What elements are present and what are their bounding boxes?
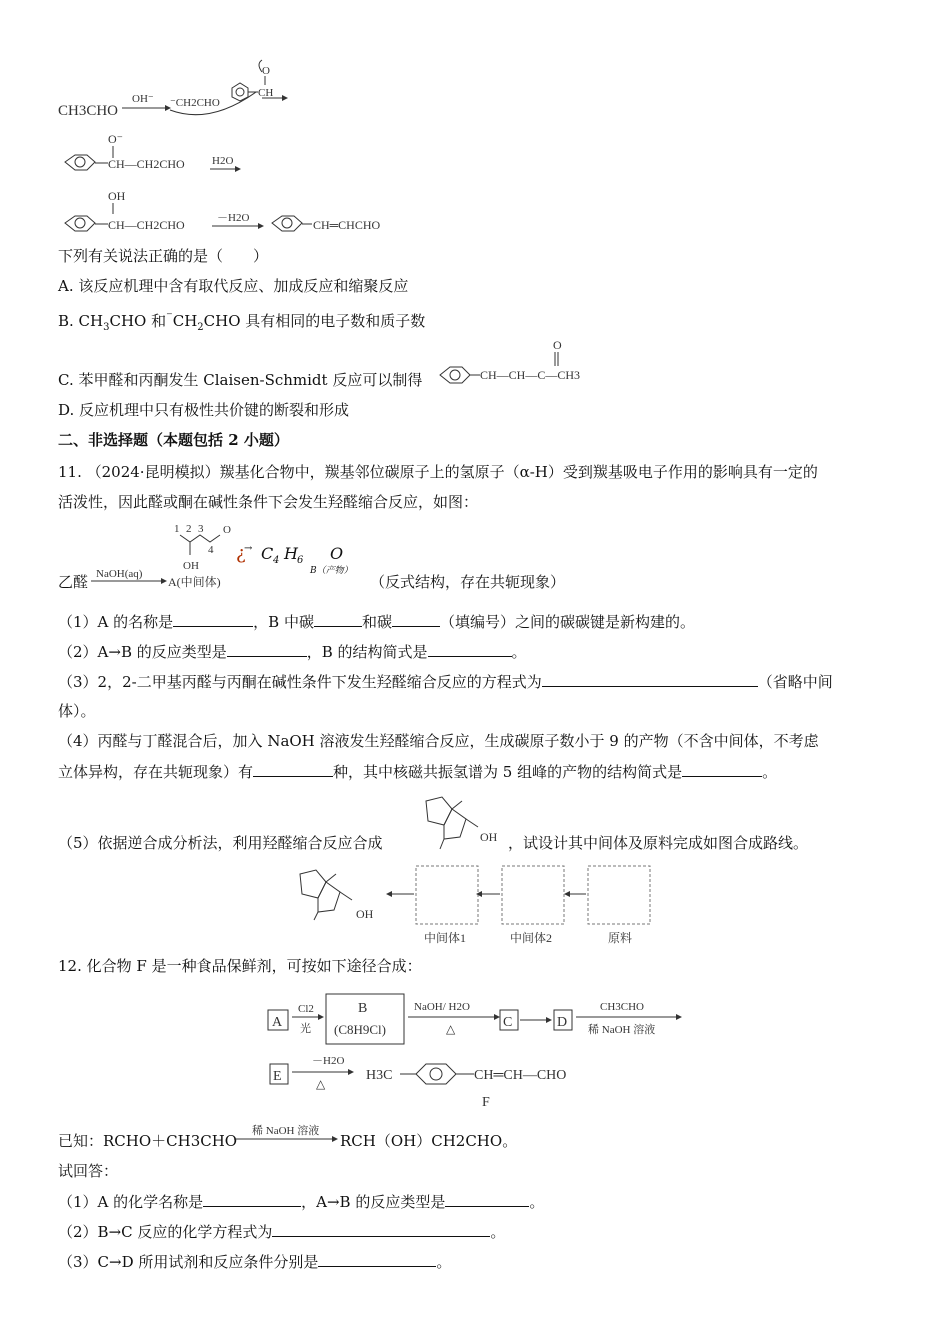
q11-part-4: （4）丙醛与丁醛混合后，加入 NaOH 溶液发生羟醛缩合反应，生成碳原子数小于 9 的产物（不含中间体，不考虑 — [58, 732, 819, 750]
q11-part-4-cont — [58, 761, 777, 782]
q12-p3b-text: 。 — [436, 1253, 452, 1271]
label-f: F — [482, 1095, 490, 1110]
q11-p1-text: （1）A 的名称是 — [58, 613, 174, 631]
route-label-1: 中间体1 — [424, 931, 467, 945]
q11-p4c-text: 种，其中核磁共振氢谱为 5 组峰的产物的结构简式是 — [333, 763, 683, 781]
q10-option-b: B. $CH_3CHO$ 和$^{^-}CH_2CHO$ 具有相同的电子数和质子数 — [58, 308, 426, 333]
q10-b-mid: CHO 和 — [109, 312, 167, 330]
f-h3c: H3C — [366, 1068, 393, 1083]
q11-scheme — [58, 515, 678, 595]
q12-p2-text: （2）B→C 反应的化学方程式为 — [58, 1223, 273, 1241]
scheme-garbled: ¿ — [236, 543, 246, 564]
q12-answer-label: 试回答： — [58, 1162, 119, 1180]
label-b: B — [358, 1001, 368, 1016]
q11-p2b-text: ，B 的结构简式是 — [306, 643, 428, 661]
q11-intro-2: 活泼性，因此醛或酮在碱性条件下会发生羟醛缩合反应，如图： — [58, 493, 479, 511]
num-2: 2 — [186, 523, 192, 535]
answer-blank[interactable] — [314, 611, 362, 627]
mech-minus-h2o: －H2O — [217, 212, 250, 224]
reagent-naoh: NaOH/ H2O — [414, 1001, 470, 1013]
mech-oh-label: OH⁻ — [132, 93, 154, 105]
intermediate-1-box[interactable] — [416, 866, 478, 924]
answer-blank[interactable] — [203, 1191, 301, 1207]
q10-c-chain: CH—CH—C—CH3 — [480, 368, 581, 382]
route-oh: OH — [356, 907, 374, 921]
scheme-c: C — [261, 544, 274, 563]
q11-part-2 — [58, 641, 527, 662]
mech-chain-3: CH—CH2CHO — [108, 218, 185, 232]
answer-blank[interactable] — [253, 761, 333, 777]
formula-b: (C8H9Cl) — [334, 1022, 386, 1037]
known-arrow — [232, 1124, 342, 1148]
benzene-ring-icon — [65, 216, 95, 231]
answer-blank[interactable] — [318, 1251, 436, 1267]
condition-dilute: 稀 NaOH 溶液 — [588, 1024, 656, 1036]
condition-light: 光 — [300, 1023, 311, 1035]
scheme-o-cap: O — [330, 544, 344, 563]
known-lhs: 已知：RCHO＋CH3CHO — [58, 1132, 238, 1150]
answer-blank[interactable] — [227, 641, 307, 657]
q12-p1b-text: ，A→B 的反应类型是 — [301, 1193, 446, 1211]
scheme-oh: OH — [183, 560, 199, 572]
q12-intro: 12. 化合物 F 是一种食品保鲜剂，可按如下途径合成： — [58, 957, 422, 975]
q11-target-structure — [418, 793, 508, 853]
q10-option-d: D. 反应机理中只有极性共价键的断裂和形成 — [58, 401, 350, 419]
label-e: E — [273, 1069, 282, 1084]
q10-b-pre: B. CH — [58, 312, 104, 330]
mech-h2o: H2O — [212, 155, 234, 167]
mech-carbanion: ⁻CH2CHO — [170, 97, 220, 109]
q11-p1d-text: （填编号）之间的碳碳键是新构建的。 — [439, 613, 695, 631]
q11-route — [290, 858, 670, 948]
q10-c-structure — [436, 338, 616, 388]
scheme-h-sub: 6 — [297, 555, 304, 566]
q12-known — [58, 1131, 237, 1151]
benzene-ring-icon — [232, 83, 248, 101]
q11-part-5-cont: ，试设计其中间体及原料完成如图合成路线。 — [508, 834, 809, 852]
q11-part-5: （5）依据逆合成分析法，利用羟醛缩合反应合成 — [58, 834, 383, 852]
num-4: 4 — [208, 544, 214, 556]
f-chain: CH═CH—CHO — [474, 1068, 567, 1083]
svg-text:O: O — [553, 338, 562, 352]
q11-p1c-text: 和碳 — [361, 613, 392, 631]
q12-part-3 — [58, 1251, 451, 1272]
benzene-ring-icon — [65, 155, 95, 170]
answer-blank[interactable] — [682, 761, 762, 777]
answer-blank[interactable] — [445, 1191, 529, 1207]
known-product: RCH（OH）CH2CHO。 — [340, 1132, 518, 1150]
q10-option-a: A. 该反应机理中含有取代反应、加成反应和缩聚反应 — [58, 277, 409, 295]
scheme-note: （反式结构，存在共轭现象） — [370, 573, 566, 591]
mechanism-scheme — [0, 0, 950, 250]
scheme-a: A(中间体) — [168, 575, 221, 589]
route-label-2: 中间体2 — [510, 931, 553, 945]
q11-intro-1: 11. （2024·昆明模拟）羰基化合物中，羰基邻位碳原子上的氢原子（α-H）受到羰基吸电子作用的影响具有一定的 — [58, 463, 818, 481]
q11-p3-text: （3）2，2-二甲基丙醛与丙酮在碱性条件下发生羟醛缩合反应的方程式为 — [58, 673, 542, 691]
target-oh: OH — [480, 830, 498, 844]
section-title: 二、非选择题（本题包括 2 小题） — [58, 431, 289, 449]
scheme-c-sub: 4 — [273, 555, 280, 566]
q12-scheme — [262, 990, 722, 1110]
reagent-minus-h2o: －H2O — [312, 1055, 345, 1067]
known-reagent: 稀 NaOH 溶液 — [252, 1125, 320, 1137]
answer-blank[interactable] — [173, 611, 253, 627]
q10-b-post: CHO 具有相同的电子数和质子数 — [203, 312, 426, 330]
label-a: A — [272, 1015, 283, 1030]
q10-stem: 下列有关说法正确的是（ ） — [58, 247, 269, 265]
scheme-h: H — [284, 544, 298, 563]
q11-part-3-cont: 体）。 — [58, 702, 96, 720]
scheme-o: O — [223, 524, 231, 536]
mech-ch: CH — [258, 87, 274, 99]
mech-o-top: O — [262, 65, 270, 77]
q11-part-3 — [58, 671, 833, 692]
benzene-ring-icon — [416, 1064, 456, 1084]
q11-p2c-text: 。 — [511, 643, 527, 661]
raw-material-box[interactable] — [588, 866, 650, 924]
q11-p2-text: （2）A→B 的反应类型是 — [58, 643, 227, 661]
condition-heat: △ — [446, 1022, 456, 1036]
mech-reactant: CH3CHO — [58, 103, 119, 119]
scheme-naoh: NaOH(aq) — [96, 568, 143, 580]
answer-blank[interactable] — [542, 671, 758, 687]
label-d: D — [557, 1015, 568, 1030]
label-c: C — [503, 1015, 513, 1030]
q11-p4d-text: 。 — [762, 763, 778, 781]
q12-p1-text: （1）A 的化学名称是 — [58, 1193, 204, 1211]
benzene-ring-icon — [272, 216, 302, 231]
q11-part-1 — [58, 611, 695, 632]
answer-blank[interactable] — [428, 641, 512, 657]
mech-o-minus: O⁻ — [108, 132, 123, 146]
num-1: 1 — [174, 523, 180, 535]
q12-p1c-text: 。 — [529, 1193, 545, 1211]
q11-p4b-text: 立体异构，存在共轭现象）有 — [58, 763, 254, 781]
q11-p1b-text: ，B 中碳 — [253, 613, 314, 631]
num-3: 3 — [198, 523, 204, 535]
answer-blank[interactable] — [392, 611, 440, 627]
route-label-3: 原料 — [608, 931, 633, 945]
q10-option-c: C. 苯甲醛和丙酮发生 Claisen-Schmidt 反应可以制得 — [58, 371, 423, 389]
reagent-cl2: Cl2 — [298, 1003, 314, 1015]
q11-p3b-text: （省略中间 — [757, 673, 833, 691]
q12-p2b-text: 。 — [490, 1223, 506, 1241]
q12-part-2 — [58, 1221, 505, 1242]
intermediate-2-box[interactable] — [502, 866, 564, 924]
scheme-start: 乙醛 — [58, 573, 89, 591]
mech-chain-2: CH—CH2CHO — [108, 157, 185, 171]
mech-product: CH═CHCHO — [313, 218, 381, 232]
reagent-ch3cho: CH3CHO — [600, 1001, 645, 1013]
svg-text:→: → — [244, 543, 253, 554]
q12-p3-text: （3）C→D 所用试剂和反应条件分别是 — [58, 1253, 319, 1271]
q12-part-1 — [58, 1191, 544, 1212]
mech-oh: OH — [108, 189, 126, 203]
answer-blank[interactable] — [272, 1221, 490, 1237]
scheme-b: B（产物） — [310, 566, 353, 576]
condition-heat-2: △ — [316, 1077, 326, 1091]
